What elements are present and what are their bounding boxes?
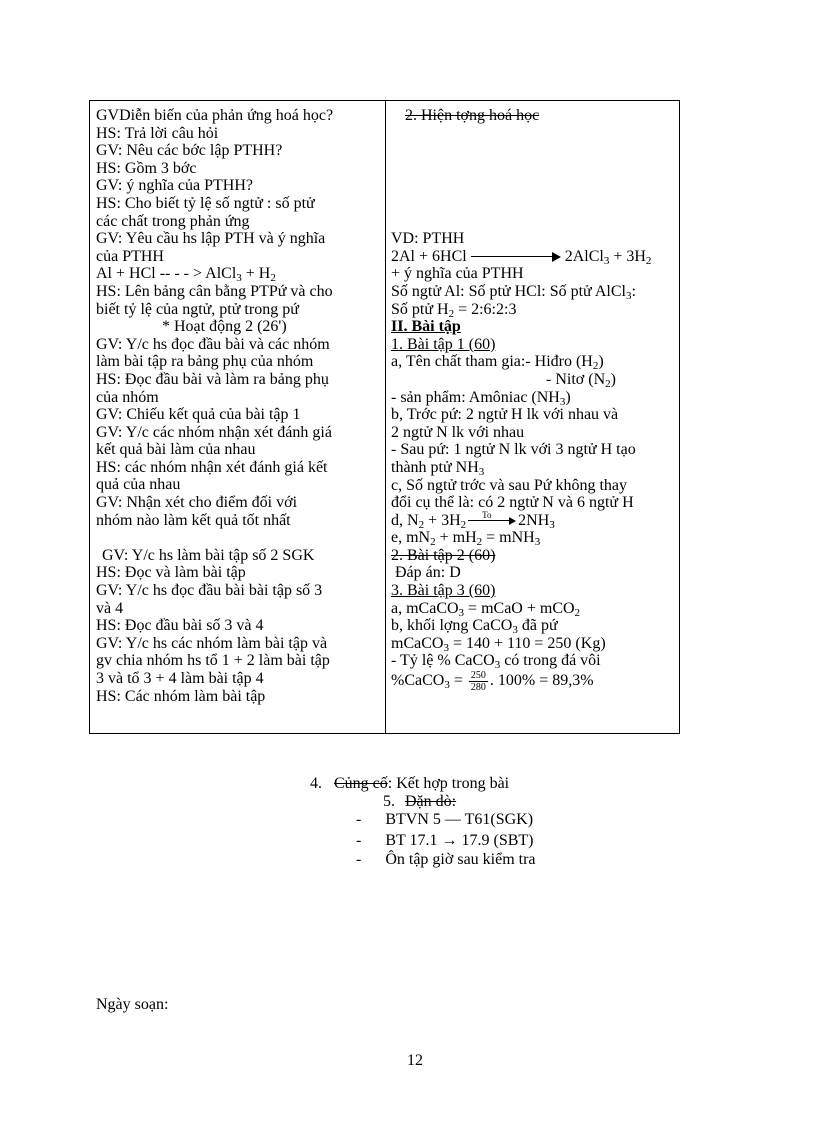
right-line: 2 ngtử N lk với nhau xyxy=(391,423,525,441)
right-line xyxy=(391,459,677,477)
subscript: 2 xyxy=(592,360,599,373)
subscript: 3 xyxy=(625,289,632,302)
date-label: Ngày soạn: xyxy=(96,996,169,1013)
eq-text: Al + HCl -- - - > AlCl xyxy=(96,265,237,283)
text: %CaCO xyxy=(391,672,445,690)
eq-text: + 3H xyxy=(609,247,646,265)
left-line: của PTHH xyxy=(96,247,164,265)
text: + mH xyxy=(435,529,477,547)
temperature-label: To xyxy=(482,510,492,521)
bullet-3 xyxy=(356,850,536,870)
text: - Nitơ (N xyxy=(546,370,606,388)
item-number: 4. xyxy=(310,775,322,792)
left-line: HS: Gồm 3 bớc xyxy=(96,159,197,177)
content-column xyxy=(391,107,677,693)
right-line xyxy=(391,301,677,319)
left-line: kết quả bài làm của nhau xyxy=(96,441,256,459)
right-line: b, Trớc pứ: 2 ngtử H lk với nhau và xyxy=(391,406,619,424)
equation-line xyxy=(391,670,677,693)
left-line: biết tỷ lệ của ngtử, ptử trong pứ xyxy=(96,300,299,318)
left-line: các chất trong phản ứng xyxy=(96,212,250,230)
text: đã pứ xyxy=(517,617,558,635)
subscript: 3 xyxy=(236,272,242,285)
subscript: 3 xyxy=(603,254,610,267)
exercise-heading: 2. Bài tập 2 (60) xyxy=(391,546,496,564)
text: Số ngtử Al: Số ptử HCl: Số ptử AlCl xyxy=(391,282,626,300)
left-line: HS: các nhóm nhận xét đánh giá kết xyxy=(96,458,328,476)
text: a, mCaCO xyxy=(391,599,459,617)
left-line: GV: Nêu các bớc lập PTHH? xyxy=(96,142,283,160)
page-number: 12 xyxy=(407,1052,423,1069)
equation-line xyxy=(96,265,380,283)
right-line xyxy=(391,617,677,635)
bullet-text: 17.9 (SBT) xyxy=(457,832,534,849)
right-line: - Sau pứ: 1 ngtử N lk với 3 ngtử H tạo xyxy=(391,441,636,459)
bullet-dash: - xyxy=(356,851,362,868)
item-4 xyxy=(310,774,509,794)
bullet-text: Ôn tập giờ sau kiểm tra xyxy=(385,851,536,868)
subscript: 2 xyxy=(476,536,483,549)
subscript: 2 xyxy=(418,518,425,531)
left-line: HS: Đọc và làm bài tập xyxy=(96,564,246,582)
left-line: GV: Y/c hs đọc đầu bài bài tập số 3 xyxy=(96,582,323,600)
text: thành ptử NH xyxy=(391,458,479,476)
item-5 xyxy=(383,792,456,812)
exercise-heading: 1. Bài tập 1 (60) xyxy=(391,335,496,353)
right-line xyxy=(391,283,677,301)
left-line: nhóm nào làm kết quả tốt nhất xyxy=(96,511,291,529)
left-line: GV: Chiếu kết quả của bài tập 1 xyxy=(96,406,301,424)
equation-line xyxy=(391,512,677,530)
left-line: và 4 xyxy=(96,599,124,617)
text: + 3H xyxy=(424,511,461,529)
numerator: 250 xyxy=(470,670,486,682)
right-line: c, Số ngtử trớc và sau Pứ không thay xyxy=(391,476,627,494)
text: ) xyxy=(610,370,616,388)
text: ) xyxy=(565,388,571,406)
right-line xyxy=(391,652,677,670)
left-line: 3 và tổ 3 + 4 làm bài tập 4 xyxy=(96,670,264,687)
subscript: 3 xyxy=(534,536,541,549)
text: = xyxy=(449,672,467,690)
left-line: làm bài tập ra bảng phụ của nhóm xyxy=(96,353,314,371)
eq-text: + H xyxy=(241,265,271,283)
text: mCaCO xyxy=(391,634,444,652)
subscript: 3 xyxy=(494,659,501,672)
exercise-heading: 3. Bài tập 3 (60) xyxy=(391,582,496,600)
left-line: GV: Y/c hs đọc đầu bài và các nhóm xyxy=(96,335,330,353)
text: - sản phẩm: Amôniac (NH xyxy=(391,388,560,406)
subscript: 2 xyxy=(605,377,611,390)
right-line xyxy=(391,371,677,389)
bullet-dash: - xyxy=(356,811,362,828)
right-line: đổi cụ thể là: có 2 ngtử N và 6 ngtử H xyxy=(391,494,634,512)
subscript: 2 xyxy=(448,307,455,320)
item-text: : Kết hợp trong bài xyxy=(387,775,510,792)
bullet-2 xyxy=(356,831,533,851)
denominator: 280 xyxy=(470,682,486,694)
spacer xyxy=(96,529,380,547)
left-line: HS: Lên bảng cân bằng PTPứ và cho xyxy=(96,282,333,300)
left-line: GV: Yêu cầu hs lập PTH và ý nghĩa xyxy=(96,230,326,248)
text: b, khối lợng CaCO xyxy=(391,617,513,635)
equation-line xyxy=(391,529,677,547)
bullet-text: BTVN 5 — T61(SGK) xyxy=(385,811,534,828)
text: ) xyxy=(598,353,604,371)
left-line: GV: Nhận xét cho điểm đối với xyxy=(96,494,298,512)
subscript: 3 xyxy=(444,679,450,692)
left-line: quả của nhau xyxy=(96,476,181,494)
activity-heading: * Hoạt động 2 (26') xyxy=(162,318,287,336)
column-divider xyxy=(385,101,386,733)
left-line: GV: Y/c hs các nhóm làm bài tập và xyxy=(96,634,328,652)
item-label: Dặn dò: xyxy=(405,793,457,810)
right-line xyxy=(391,389,677,407)
right-line xyxy=(391,635,677,653)
text: - Tỷ lệ % CaCO xyxy=(391,652,495,670)
subscript: 3 xyxy=(559,395,566,408)
left-line: HS: Đọc đầu bài số 3 và 4 xyxy=(96,617,264,635)
text: Số ptử H xyxy=(391,300,449,318)
subscript: 3 xyxy=(443,641,449,654)
text: . 100% = 89,3% xyxy=(489,672,594,690)
left-line: HS: Các nhóm làm bài tập xyxy=(96,687,266,705)
text: e, mN xyxy=(391,529,431,547)
subscript: 3 xyxy=(512,624,518,637)
eq-text: 2Al + 6HCl xyxy=(391,247,467,265)
teacher-student-column xyxy=(96,107,380,705)
left-line: của nhóm xyxy=(96,388,159,406)
subscript: 2 xyxy=(460,518,467,531)
eq-text: 2AlCl xyxy=(564,247,604,265)
subscript: 2 xyxy=(270,272,276,285)
reaction-arrow-icon xyxy=(468,510,516,526)
left-line: HS: Đọc đầu bài và làm ra bảng phụ xyxy=(96,370,329,388)
reaction-arrow-icon xyxy=(471,252,561,262)
bullet-text: BT 17.1 xyxy=(385,832,442,849)
right-line: + ý nghĩa của PTHH xyxy=(391,265,524,283)
arrow-right-icon: → xyxy=(441,832,458,849)
left-line: HS: Cho biết tỷ lệ số ngtử : số ptử xyxy=(96,194,315,212)
section-title: II. Bài tập xyxy=(391,318,461,336)
subscript: 3 xyxy=(458,606,465,619)
fraction xyxy=(469,670,488,693)
text: = 140 + 110 = 250 (Kg) xyxy=(448,634,606,652)
lesson-table xyxy=(89,100,680,734)
text: a, Tên chất tham gia:- Hiđro (H xyxy=(391,353,593,371)
left-line: HS: Trả lời câu hỏi xyxy=(96,124,219,142)
bullet-1 xyxy=(356,810,533,830)
item-label: Củng cố xyxy=(334,775,388,792)
right-line: Đáp án: D xyxy=(395,564,461,582)
text: 2NH xyxy=(518,511,550,529)
left-line: GV: Y/c hs làm bài tập số 2 SGK xyxy=(102,546,315,564)
left-line: GVDiễn biến của phản ứng hoá học? xyxy=(96,107,334,124)
left-line: GV: ý nghĩa của PTHH? xyxy=(96,177,253,195)
bullet-dash: - xyxy=(356,832,362,849)
section-heading: 2. Hiện tợng hoá học xyxy=(405,107,540,124)
text: = mNH xyxy=(482,529,535,547)
right-line: VD: PTHH xyxy=(391,230,465,248)
left-line: gv chia nhóm hs tổ 1 + 2 làm bài tập xyxy=(96,652,330,670)
text: d, N xyxy=(391,511,419,529)
text: : xyxy=(631,282,636,300)
item-number: 5. xyxy=(383,793,395,810)
right-line xyxy=(391,353,677,371)
subscript: 2 xyxy=(645,254,652,267)
text: có trong đá vôi xyxy=(500,652,601,670)
subscript: 2 xyxy=(574,606,581,619)
text: = mCaO + mCO xyxy=(464,599,575,617)
subscript: 2 xyxy=(430,536,436,549)
equation-line xyxy=(391,248,677,266)
left-line: GV: Y/c các nhóm nhận xét đánh giá xyxy=(96,423,332,441)
spacer xyxy=(391,125,677,231)
equation-line xyxy=(391,600,677,618)
text: = 2:6:2:3 xyxy=(454,300,517,318)
subscript: 3 xyxy=(549,518,555,531)
subscript: 3 xyxy=(478,465,485,478)
